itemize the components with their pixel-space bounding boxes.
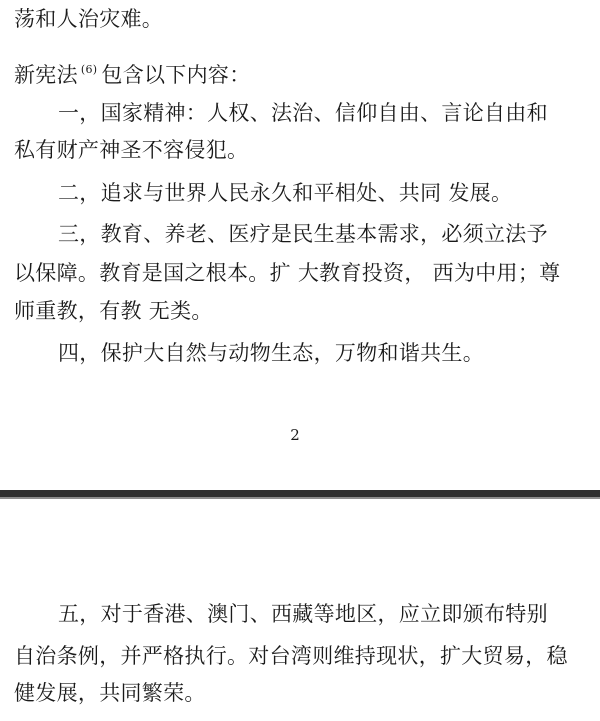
document-page-bottom [0, 506, 600, 721]
page-separator-bar [0, 490, 600, 497]
text-line-item-three: 三，教育、养老、医疗是民生基本需求，必须立法予 [58, 222, 548, 246]
text-line: 荡和人治灾难。 [14, 7, 164, 31]
text-line: 师重教，有教 无类。 [14, 299, 213, 323]
text-line-item-four: 四，保护大自然与动物生态，万物和谐共生。 [58, 341, 484, 365]
text-segment: 新宪法 [14, 63, 78, 87]
page-separator-shadow [0, 497, 600, 499]
text-segment: 包含以下内容： [101, 63, 251, 87]
text-line: 自治条例，并严格执行。对台湾则维持现状，扩大贸易，稳 [14, 644, 568, 668]
page-number: 2 [290, 426, 300, 444]
text-line-item-two: 二，追求与世界人民永久和平相处、共同 发展。 [58, 181, 513, 205]
text-line: 私有财产神圣不容侵犯。 [14, 138, 249, 162]
footnote-mark: (6) [80, 63, 98, 76]
text-line-item-five: 五，对于香港、澳门、西藏等地区，应立即颁布特别 [58, 602, 548, 626]
text-line-new-constitution [14, 55, 590, 90]
text-line-item-one: 一，国家精神：人权、法治、信仰自由、言论自由和 [58, 101, 548, 125]
text-line: 以保障。教育是国之根本。扩 大教育投资， 西为中用；尊 [14, 261, 561, 285]
page-separator [0, 482, 600, 506]
text-line: 健发展，共同繁荣。 [14, 681, 206, 705]
